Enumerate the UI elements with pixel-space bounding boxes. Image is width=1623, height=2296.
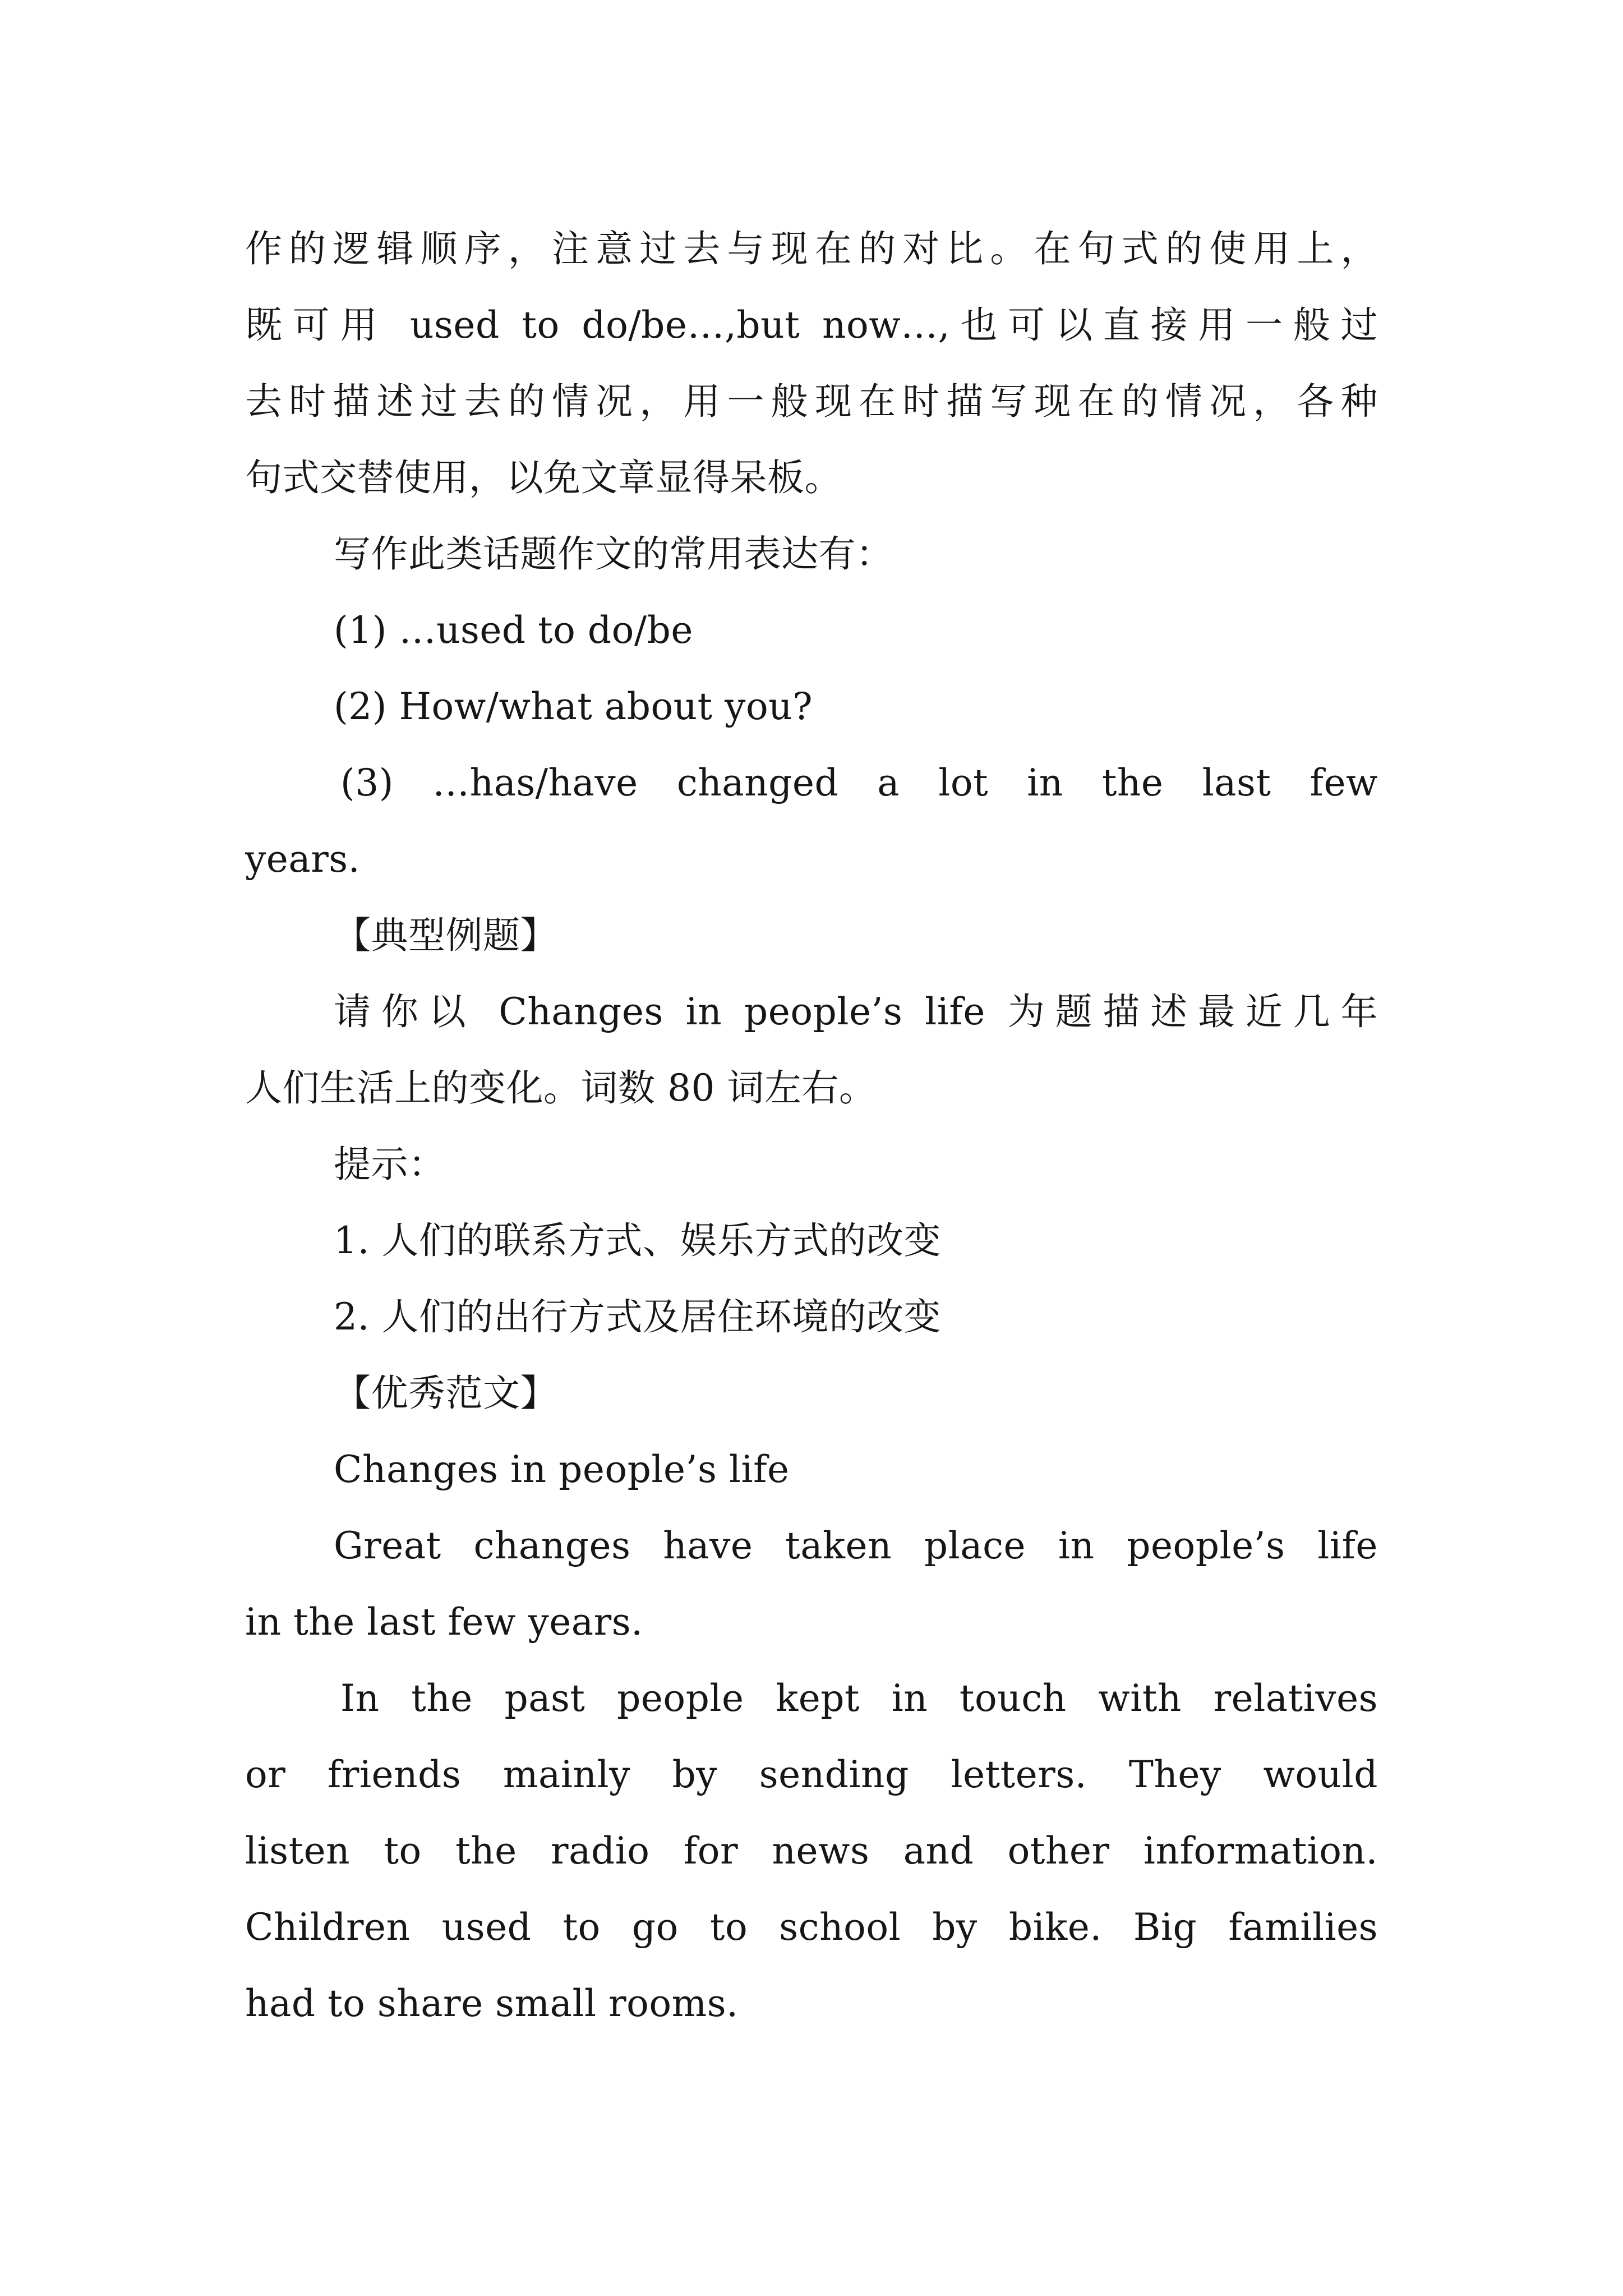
paragraph-line: Great changes have taken place in people’s life — [334, 1524, 1378, 1567]
hint-label: 提示： — [334, 1143, 446, 1186]
essay-title: Changes in people’s life — [334, 1448, 790, 1491]
section-heading: 【典型例题】 — [334, 914, 557, 957]
list-item: (1) …used to do/be — [334, 609, 693, 652]
paragraph-line: 请你以 Changes in people’s life 为题描述最近几年 — [334, 990, 1378, 1033]
paragraph-line: years. — [245, 838, 361, 881]
paragraph-line: In the past people kept in touch with relatives — [340, 1677, 1378, 1720]
document-body — [245, 211, 1378, 2042]
paragraph-line: in the last few years. — [245, 1600, 643, 1644]
paragraph-line: 人们生活上的变化。词数 80 词左右。 — [245, 1066, 877, 1110]
paragraph-line: 作的逻辑顺序，注意过去与现在的对比。在句式的使用上， — [245, 227, 1378, 270]
paragraph-line: had to share small rooms. — [245, 1982, 739, 2025]
paragraph-line: 去时描述过去的情况，用一般现在时描写现在的情况，各种 — [245, 380, 1378, 423]
list-item: 1. 人们的联系方式、娱乐方式的改变 — [334, 1219, 941, 1262]
list-item: 2. 人们的出行方式及居住环境的改变 — [334, 1295, 941, 1338]
paragraph-line: listen to the radio for news and other information. — [245, 1829, 1378, 1872]
list-item: (3) …has/have changed a lot in the last few — [340, 761, 1378, 804]
section-heading: 【优秀范文】 — [334, 1372, 557, 1415]
list-item: (2) How/what about you? — [334, 685, 813, 728]
paragraph-line: or friends mainly by sending letters. They would — [245, 1753, 1378, 1796]
paragraph-line: 句式交替使用，以免文章显得呆板。 — [245, 456, 842, 499]
paragraph-line: 写作此类话题作文的常用表达有： — [334, 532, 893, 576]
paragraph-line: Children used to go to school by bike. Big families — [245, 1906, 1378, 1949]
paragraph-line: 既可用 used to do/be…,but now…,也可以直接用一般过 — [245, 303, 1378, 347]
